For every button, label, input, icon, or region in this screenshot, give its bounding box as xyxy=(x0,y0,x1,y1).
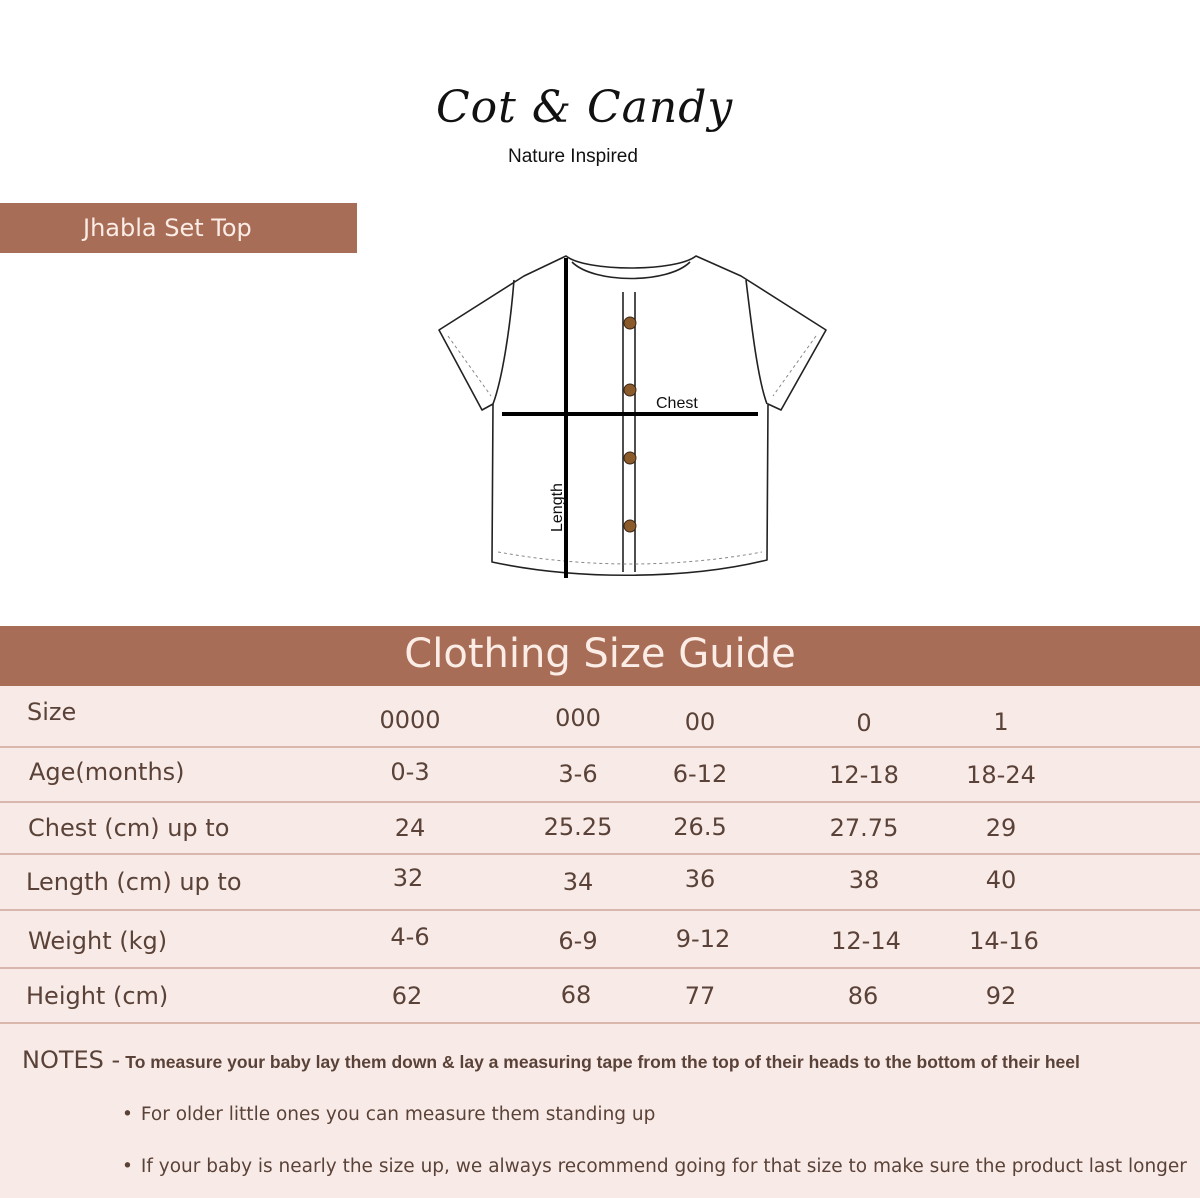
table-cell: 14-16 xyxy=(969,927,1039,955)
row-label: Height (cm) xyxy=(26,982,169,1010)
table-cell: 6-12 xyxy=(672,760,728,788)
table-cell: 40 xyxy=(985,866,1017,894)
table-cell: 36 xyxy=(684,865,716,893)
notes-section xyxy=(22,1046,1192,1074)
table-cell: 4-6 xyxy=(390,923,430,951)
table-cell: 18-24 xyxy=(966,761,1036,789)
length-label: Length xyxy=(549,483,566,532)
table-cell: 62 xyxy=(391,982,423,1010)
table-cell: 6-9 xyxy=(558,927,598,955)
table-cell: 1 xyxy=(993,708,1009,736)
table-cell: 0000 xyxy=(379,706,441,734)
table-cell: 9-12 xyxy=(675,925,731,953)
notes-bullet xyxy=(122,1104,655,1125)
product-title-banner: Jhabla Set Top xyxy=(0,203,357,253)
table-row xyxy=(0,814,1200,871)
table-row xyxy=(0,923,1200,984)
brand-logo xyxy=(0,70,1200,180)
row-label: Age(months) xyxy=(29,758,185,786)
table-cell: 000 xyxy=(555,704,601,732)
table-cell: 34 xyxy=(562,868,594,896)
row-label: Weight (kg) xyxy=(28,927,168,955)
table-cell: 27.75 xyxy=(829,814,899,842)
size-guide-title: Clothing Size Guide xyxy=(0,626,1200,686)
table-cell: 25.25 xyxy=(543,813,613,841)
notes-lead: To measure your baby lay them down & lay a measuring tape from the top of their heads to the bottom of their heel xyxy=(125,1052,1080,1072)
chest-label: Chest xyxy=(656,395,698,412)
table-cell: 24 xyxy=(394,814,426,842)
table-cell: 32 xyxy=(392,864,424,892)
shirt-diagram xyxy=(436,250,830,585)
bullet-text: If your baby is nearly the size up, we always recommend going for that size to make sure the product last longer xyxy=(140,1156,1187,1177)
table-cell: 38 xyxy=(848,866,880,894)
table-cell: 77 xyxy=(684,982,716,1010)
bullet-icon: • xyxy=(122,1156,133,1177)
notes-bullet xyxy=(122,1156,1187,1177)
row-label: Chest (cm) up to xyxy=(28,814,230,842)
table-cell: 0 xyxy=(856,709,872,737)
row-divider xyxy=(0,801,1200,803)
table-cell: 29 xyxy=(985,814,1017,842)
row-divider xyxy=(0,1022,1200,1024)
table-cell: 0-3 xyxy=(390,758,430,786)
table-cell: 86 xyxy=(847,982,879,1010)
row-label: Length (cm) up to xyxy=(26,868,242,896)
table-row xyxy=(0,758,1200,815)
table-cell: 92 xyxy=(985,982,1017,1010)
row-divider xyxy=(0,909,1200,911)
row-divider xyxy=(0,746,1200,748)
table-cell: 3-6 xyxy=(558,760,598,788)
row-divider xyxy=(0,967,1200,969)
brand-tagline: Nature Inspired xyxy=(508,146,638,167)
row-label: Size xyxy=(27,698,77,726)
brand-name: Cot & Candy xyxy=(436,82,734,133)
table-row xyxy=(0,982,1200,1039)
table-cell: 00 xyxy=(684,708,716,736)
table-cell: 68 xyxy=(560,981,592,1009)
notes-title: NOTES - xyxy=(22,1046,121,1074)
table-row xyxy=(0,864,1200,925)
table-cell: 12-14 xyxy=(831,927,901,955)
bullet-icon: • xyxy=(122,1104,133,1125)
bullet-text: For older little ones you can measure them standing up xyxy=(140,1104,656,1125)
table-cell: 12-18 xyxy=(829,761,899,789)
table-cell: 26.5 xyxy=(673,813,727,841)
row-divider xyxy=(0,853,1200,855)
